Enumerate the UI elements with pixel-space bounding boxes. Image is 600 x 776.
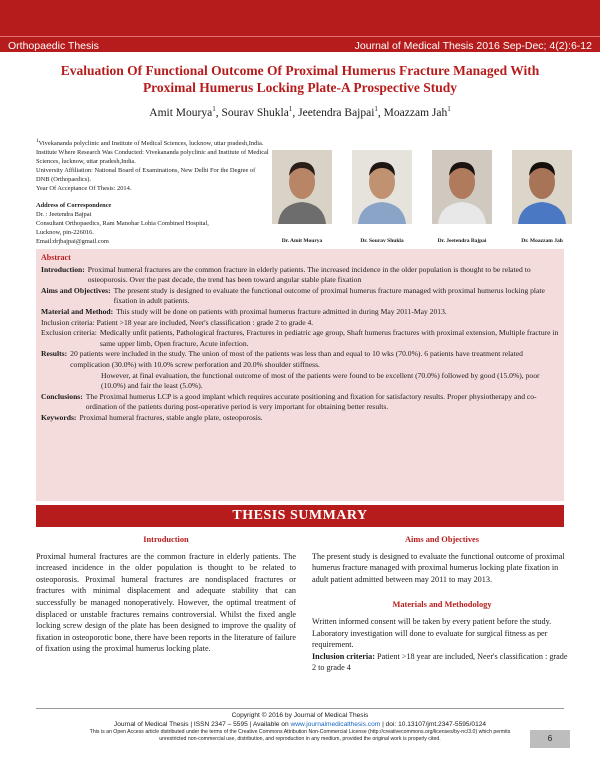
thesis-summary-heading: THESIS SUMMARY xyxy=(36,505,564,527)
copyright: Copyright © 2016 by Journal of Medical Thesis xyxy=(231,712,369,719)
article-title: Evaluation Of Functional Outcome Of Proximal Humerus Fracture Managed With Proximal Humerus Locking Plate-A Prospective Study xyxy=(60,63,540,95)
header-bar xyxy=(0,0,600,52)
methods-text: Written informed consent will be taken by every patient before the study. xyxy=(312,616,552,626)
author-name: Amit Mourya xyxy=(149,106,213,119)
section-heading: Materials and Methodology xyxy=(392,600,492,610)
affiliation-line: Year Of Acceptance Of Thesis: 2014. xyxy=(36,185,132,193)
inclusion-text: Inclusion criteria: Patient >18 year are included, Neer's classification : grade 2 to grade 4 xyxy=(312,651,568,673)
author-sup: 1 xyxy=(374,105,378,113)
author-photo xyxy=(432,150,492,244)
portrait-image xyxy=(512,150,572,224)
abstract-keywords: Keywords: Proximal humeral fractures, stable angle plate, osteoporosis. xyxy=(41,412,263,422)
section-heading: Aims and Objectives xyxy=(405,535,479,544)
correspondence-line: Lucknow, pin-226016. xyxy=(36,229,94,237)
portrait-image xyxy=(352,150,412,224)
license-text: This is an Open Access article distributed under the terms of the Creative Commons Attribution Non-Commercial License (http://creativecommons.org/licenses/by-nc/3.0) which permits xyxy=(89,729,511,736)
author-photo xyxy=(512,150,572,244)
author-name: Jeetendra Bajpai xyxy=(298,106,375,119)
abstract-introduction: Introduction: Proximal humeral fractures are the common fracture in elderly patients. The increased incidence in the older population is thought to be related to osteoporosis. Over the past decade, the trend has been toward angular stable plate fixation xyxy=(41,264,531,285)
abstract-results-2: However, at final evaluation, the functional outcome of most of the patients were found to be excellent (70.0%) followed by good (15.0%), poor (10.0%) and fair the least (5.0%). xyxy=(101,370,540,391)
introduction-text: Proximal humeral fractures are the common fracture in elderly patients. The increased incidence in the older population is thought to be related to osteoporosis. Proximal humeral fractures are nondisplaced fractures or fractures with minimal displacement and adequate stability that can successfully be managed nonoperatively. However, the optimal treatment of displaced or unstable fractures remains controversial. Whilst the fixed angle locking screw design of the plate has been designed to improve the quality of fixation in osteoporotic bone, there have been reports in the literature of failure of fixation using the proximal humerus locking plate. xyxy=(36,551,296,654)
author-sup: 1 xyxy=(447,105,451,113)
abstract-methods: Material and Method: This study will be done on patients with proximal humerus fracture admitted in during May 2011-May 2013. xyxy=(41,306,447,316)
journal-citation: Journal of Medical Thesis 2016 Sep-Dec; 4(2):6-12 xyxy=(354,40,592,52)
correspondence-heading: Address of Correspondence xyxy=(36,202,112,210)
abstract-exclusion: Exclusion criteria: Medically unfit patients, Pathological fractures, Fractures in pediatric age group, Shaft humerus fractures with proximal extension, Multiple fracture in same upper limb, Open fracture, Acute infection. xyxy=(41,328,559,348)
photo-caption: Dr. Moazzam Jah xyxy=(521,238,563,244)
author-list: Amit Mourya$^1$, Sourav Shukla$^1$, Jeetendra Bajpai$^1$, Moazzam Jah$^1$ xyxy=(149,105,451,119)
author-photo xyxy=(272,150,332,244)
affiliation-line: Institute Where Research Was Conducted: Vivekananda polyclinic and Institute of Medical Sciences, lucknow, uttar pradesh,India. xyxy=(36,149,269,166)
author-photos xyxy=(272,150,572,250)
journal-info: Journal of Medical Thesis | ISSN 2347 – 5595 | Available on www.journalmedicalthesis.com | doi: 10.13107/jmt.2347-5595/0124 xyxy=(113,720,487,728)
license-text: unrestricted non-commercial use, distribution, and reproduction in any medium, provided the original work is properly cited. xyxy=(159,736,441,743)
abstract-aims: Aims and Objectives: The present study is designed to evaluate the functional outcome of proximal humerus fracture managed with proximal humerus locking plate fixation in adult patients. xyxy=(41,285,545,306)
introduction-column xyxy=(36,534,296,655)
author-name: Moazzam Jah xyxy=(383,106,448,119)
header-divider xyxy=(0,36,600,37)
photo-caption: Dr. Sourav Shukla xyxy=(360,238,404,244)
abstract-inclusion: Inclusion criteria: Patient >18 year are included, Neer's classification : grade 2 to grade 4. xyxy=(41,317,314,327)
footer xyxy=(0,712,600,743)
methods-text: Laboratory investigation will done to evaluate for surgical fitness as per requirement. xyxy=(312,628,548,650)
correspondence-email: Email:drjbajpai@gmail.com xyxy=(36,238,109,246)
photo-caption: Dr. Jeetendra Bajpai xyxy=(437,238,487,244)
portrait-image xyxy=(432,150,492,224)
footer-divider xyxy=(36,708,564,709)
aims-methods-column xyxy=(312,534,572,674)
photo-caption: Dr. Amit Mourya xyxy=(281,238,323,244)
abstract-heading: Abstract xyxy=(41,253,71,262)
portrait-image xyxy=(272,150,332,224)
author-photo xyxy=(352,150,412,244)
affiliation-line: University Affiliation: National Board of Examinations, New Delhi For the Degree of DNB (Orthopaedics). xyxy=(36,167,256,184)
abstract-box xyxy=(36,249,564,501)
author-sup: 1 xyxy=(212,105,216,113)
journal-link[interactable]: www.journalmedicalthesis.com xyxy=(290,720,381,728)
affiliations xyxy=(36,137,270,246)
page-number: 6 xyxy=(530,730,570,748)
author-name: Sourav Shukla xyxy=(221,106,289,119)
abstract-conclusions: Conclusions: The Proximal humerus LCP is a good implant which requires accurate positioning and fixation for satisfactory results. Proper physiotherapy and co-ordination of the patients during post-operative period is very important for obtaining better results. xyxy=(41,391,537,412)
abstract-results: Results: 20 patients were included in the study. The union of most of the patients was less than and equal to 10 wks (70.0%). 6 patients have treatment related complication (30.0%) with 10.0% screw perforation and 20.0% shoulder stiffness. xyxy=(41,349,523,369)
section-label: Orthopaedic Thesis xyxy=(8,40,99,52)
affiliation-line: $^1$Vivekananda polyclinic and Institute of Medical Sciences, lucknow, uttar pradesh,India. xyxy=(36,138,264,148)
author-sup: 1 xyxy=(288,105,293,113)
aims-text: The present study is designed to evaluate the functional outcome of proximal humerus fracture managed with proximal humerus locking plate fixation in adult patient admitted between may 2011 to may 2013. xyxy=(312,551,565,584)
correspondence-line: Dr. : Jeetendra Bajpai xyxy=(36,211,92,219)
section-heading: Introduction xyxy=(143,535,189,544)
correspondence-line: Consultant Orthopaedics, Ram Manohar Lohia Combined Hospital, xyxy=(36,220,209,228)
